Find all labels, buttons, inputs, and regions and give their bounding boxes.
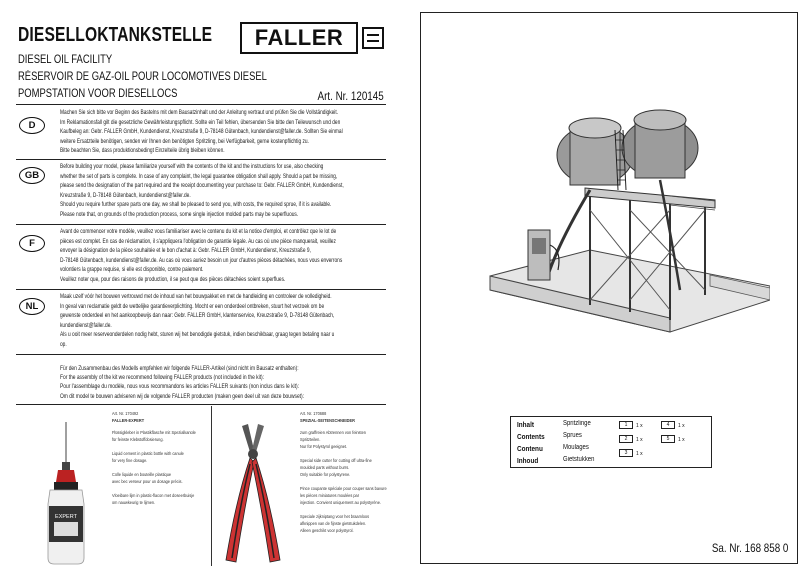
sprue-count: 1 x: [678, 423, 685, 429]
divider: [16, 354, 386, 355]
glue-bottle-image: [42, 418, 90, 566]
contents-label: Inhalt: [517, 420, 534, 429]
lang-badge-d: D: [19, 117, 45, 134]
sprue-box: 2: [619, 435, 633, 443]
sprue-box: 3: [619, 449, 633, 457]
subtitle-nl: POMPSTATION VOOR DIESELLOCS: [18, 88, 178, 100]
contents-value: Moulages: [563, 444, 589, 451]
text-line: afknippen van de fijnste gietstukdelen.: [300, 521, 367, 526]
contents-value: Spritzlinge: [563, 420, 591, 427]
contents-row: [511, 443, 711, 455]
text-line: moulded parts without burrs.: [300, 465, 350, 470]
text-line: les pièces miniatures moulées par: [300, 493, 360, 498]
text-line: avec bec verseur pour un dosage précis.: [112, 479, 183, 484]
brand-name: FALLER: [240, 22, 358, 54]
text-line: kundendienst@faller.de.: [60, 321, 112, 329]
text-line: Om dit model te bouwen adviseren wij de volgende FALLER producten (maken geen deel uit van deze bouwset):: [60, 392, 305, 400]
text-line: zum graffreien Abtrennen von feinsten: [300, 430, 366, 435]
side-cutter-image: [214, 420, 292, 566]
divider: [16, 159, 386, 160]
text-line: Pince coupante spéciale pour couper sans bavure: [300, 486, 387, 491]
text-line: Vloeibare lijm in plastic-flacon met doseerbuisje: [112, 493, 195, 498]
product-name: FALLER-EXPERT: [112, 418, 145, 423]
text-line: Special side cutter for cutting off ultra-fine: [300, 458, 372, 463]
sprue-box: 5: [661, 435, 675, 443]
text-line: Kaufbeleg an: Gebr. FALLER GmbH, Kundendienst, Kreuzstraße 9, D-78148 Gütenbach, kundendienst@faller.de. Sollten Sie einmal: [60, 128, 343, 136]
text-line: Für den Zusammenbau des Modells empfehlen wir folgende FALLER-Artikel (sind nicht im Bausatz enthalten):: [60, 365, 299, 372]
divider: [16, 104, 386, 105]
text-line: Avant de commencer votre modèle, veuillez vous familiariser avec le contenu du kit et la notice d'emploi, et contrôlez que le lot de: [60, 228, 337, 235]
sa-number: Sa. Nr. 168 858 0: [711, 541, 788, 555]
lang-badge-f: F: [19, 235, 45, 252]
text-line: weitere Ersatzteile benötigen, senden wir Ihnen den benötigten Spritzling, bei Verfügbarkeit, gerne kostenpflichtig zu.: [60, 137, 309, 145]
text-line: injection. Convient uniquement au polystyrène.: [300, 500, 381, 505]
divider: [16, 224, 386, 225]
text-line: for very fine dosage.: [112, 458, 148, 463]
lang-badge-gb: GB: [19, 167, 45, 184]
text-line: Speciale zijkniptang voor het braamloos: [300, 514, 370, 519]
text-line: Alleen geschikt voor polystyrol.: [300, 528, 354, 533]
text-line: Before building your model, please familiarize yourself with the contents of the kit and the instructions for use, also checking: [60, 163, 324, 170]
text-line: Maak uzelf vóór het bouwen vertrouwd met de inhoud van het bouwpakket en met de handleiding en controleer de volledigheid.: [60, 293, 332, 300]
text-line: envoyer la désignation de la pièce souhaitée et le bon d'achat à: Gebr. FALLER GmbH, Kundendienst, Kreuzstraße 9,: [60, 247, 311, 255]
text-line: For the assembly of the kit we recommend following FALLER products (not included in the kit):: [60, 374, 265, 382]
product-expert-text: [112, 410, 196, 506]
sprue-count: 1 x: [636, 451, 643, 457]
contents-label: Inhoud: [517, 456, 539, 465]
page-title: DIESELLOKTANKSTELLE: [18, 24, 213, 46]
text-line: Veuillez noter que, pour des raisons de production, il se peut que des pièces détachées soient superflues.: [60, 275, 286, 283]
text-line: Liquid cement in plastic bottle with canule: [112, 451, 184, 456]
lang-text-gb: [60, 162, 387, 220]
text-line: volontiers la grappe requise, si elle est disponible, contre paiement.: [60, 266, 204, 274]
contents-label: Contenu: [517, 444, 543, 453]
text-line: In geval van reclamatie geldt de wettelijke garantieverplichting. Mocht er een onderdeel ontbreken, stuurt het verzoek om be: [60, 302, 325, 310]
sprue-count: 1 x: [636, 423, 643, 429]
sprue-count: 1 x: [678, 437, 685, 443]
text-line: om nauwkeurig te lijmen.: [112, 500, 156, 505]
text-line: Spritzteilen.: [300, 437, 321, 442]
text-line: please send the designation of the part required and the receipt documenting your purchase to: Gebr. FALLER GmbH, Kundendienst,: [60, 182, 344, 190]
lang-text-nl: [60, 292, 387, 350]
faller-logo: [240, 20, 386, 56]
divider: [16, 404, 386, 405]
text-line: gewenste onderdeel en het aankoopbewijs dan naar: Gebr. FALLER GmbH, klantenservice, Kreuzstraße 9, D-78148 Gütenbach,: [60, 312, 335, 320]
sprue-count: 1 x: [636, 437, 643, 443]
text-line: Bitte beachten Sie, dass produktionsbedingt Einzelteile übrig bleiben können.: [60, 147, 225, 155]
contents-table: [510, 416, 712, 468]
contents-row: [511, 455, 711, 467]
product-art-nr: Art. Nr. 170688: [300, 411, 327, 416]
text-line: Machen Sie sich bitte vor Beginn des Bastelns mit dem Bausatzinhalt und der Anleitung vertraut und prüfen Sie die Vollständigkeit.: [60, 109, 339, 116]
text-line: Als u ooit meer reserveonderdelen nodig hebt, sturen wij het benodigde gietstuk, indien beschikbaar, graag tegen betaling naar u: [60, 331, 335, 339]
bottle-label: EXPERT: [55, 514, 77, 520]
text-line: Only suitable for polystyrene.: [300, 472, 351, 477]
text-line: Pour l'assemblage du modèle, nous vous recommandons les articles FALLER suivants (non inclus dans le kit):: [60, 383, 299, 391]
diesel-facility-illustration: [470, 100, 770, 350]
contents-label: Contents: [517, 432, 545, 441]
lang-text-f: [60, 227, 387, 285]
text-line: pièces est complet. En cas de réclamation, il s'appliquera l'obligation de garantie légale. Au cas où une pièce manquerait, veuillez: [60, 237, 336, 245]
contents-value: Sprues: [563, 432, 582, 439]
product-art-nr: Art. Nr. 170492: [112, 411, 139, 416]
sprue-box: 4: [661, 421, 675, 429]
divider: [16, 289, 386, 290]
text-line: Colle liquide en bouteille plastique: [112, 472, 172, 477]
sprue-box: 1: [619, 421, 633, 429]
text-line: whether the set of parts is complete. In case of any complaint, the legal guarantee obligation shall apply. Should a part be missing,: [60, 172, 338, 180]
text-line: Should you require further spare parts one day, we shall be pleased to send you, with costs, the required sprue, if it is available.: [60, 201, 332, 209]
subtitle-fr: RÉSERVOIR DE GAZ-OIL POUR LOCOMOTIVES DIESEL: [18, 71, 267, 83]
lang-text-d: [60, 108, 387, 156]
product-name: SPEZIAL-SEITENSCHNEIDER: [300, 418, 355, 423]
contents-value: Gietstukken: [563, 456, 595, 463]
text-line: op.: [60, 340, 67, 348]
text-line: Nur für Polystyrol geeignet.: [300, 444, 348, 449]
text-line: D-78148 Gütenbach, kundendienst@faller.de. Au cas où vous auriez besoin un jour d'autres pièces détachées, nous vous enverrons: [60, 256, 343, 264]
text-line: Kreuzstraße 9, D-78148 Gütenbach, kundendienst@faller.de.: [60, 191, 191, 199]
faller-emblem-icon: [362, 27, 384, 49]
text-line: für feinste Klebstoffdosierung.: [112, 437, 164, 442]
text-line: Im Reklamationsfall gilt die gesetzliche Gewährleistungspflicht. Sollte ein Teil fehlen, übersenden Sie bitte den Teilewunsch und den: [60, 118, 341, 126]
article-number: Art. Nr. 120145: [317, 89, 384, 103]
lang-badge-nl: NL: [19, 298, 45, 315]
column-divider: [211, 406, 212, 566]
recommendation-text: [60, 364, 376, 401]
subtitle-en: DIESEL OIL FACILITY: [18, 54, 113, 66]
product-cutter-text: [300, 410, 387, 534]
text-line: Please note that, on grounds of the production process, some single injection molded parts may be superfluous.: [60, 210, 299, 218]
text-line: Flüssigkleber in Plastikflasche mit Spezialkanüle: [112, 430, 196, 435]
